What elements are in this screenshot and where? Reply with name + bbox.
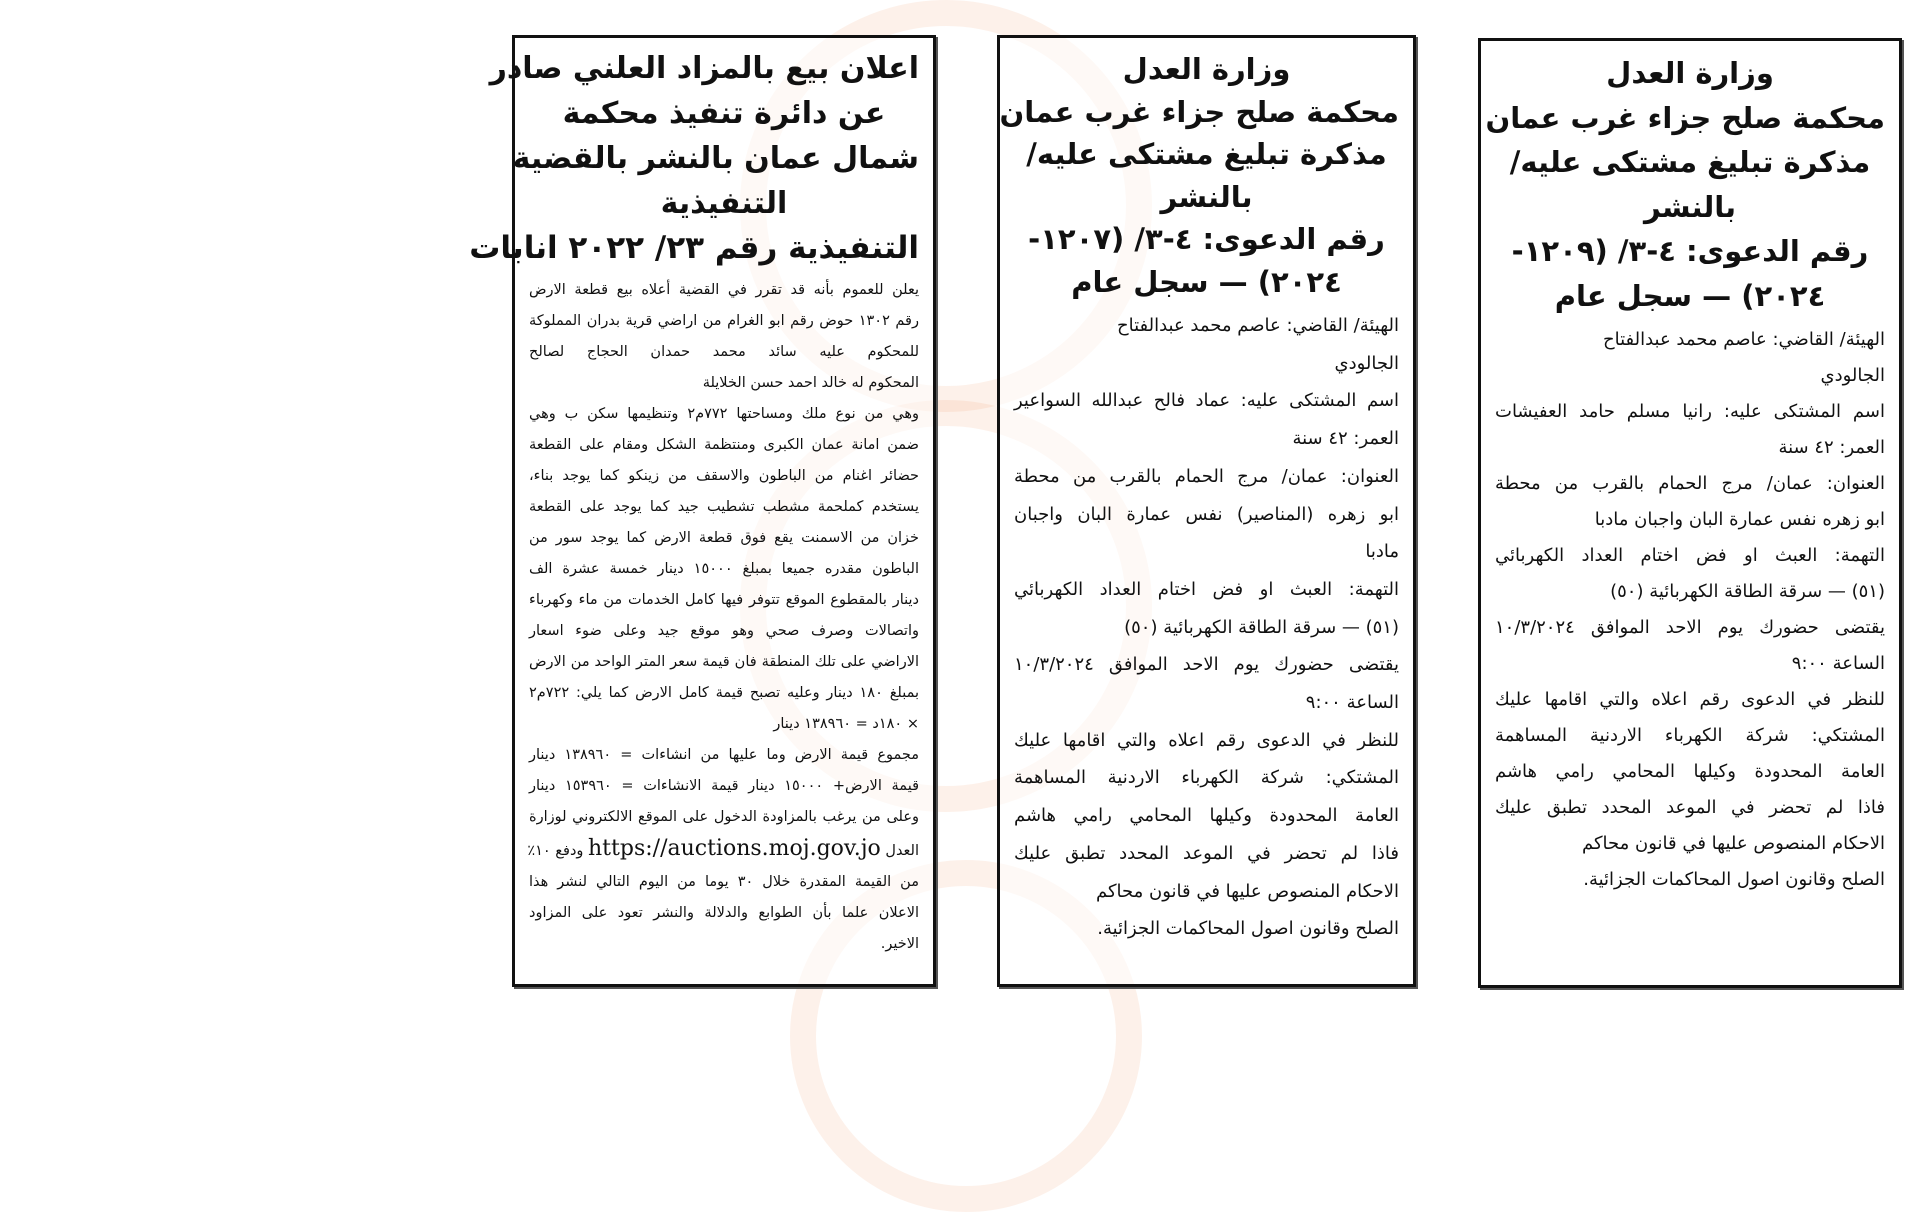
- notice-body-line: وهي من نوع ملك ومساحتها ٧٧٢م٢ وتنظيمها سكن ب وهي: [529, 406, 919, 422]
- notice-body-line: العمر: ٤٢ سنة: [1778, 437, 1885, 458]
- notice-body-line: × ١٨٠د = ١٣٨٩٦٠ دينار: [773, 716, 919, 732]
- notice-body: [1495, 322, 1885, 898]
- notice-title-line: وزارة العدل: [1606, 56, 1774, 90]
- notice-body-line: الاراضي على تلك المنطقة فان قيمة سعر المتر الواحد من الارض: [529, 654, 919, 670]
- notice-body-line: يعلن للعموم بأنه قد تقرر في القضية أعلاه بيع قطعة الارض: [529, 282, 919, 298]
- notice-title-line: عن دائرة تنفيذ محكمة: [562, 96, 886, 131]
- notice-title-line: محكمة صلح جزاء غرب عمان: [1485, 100, 1885, 135]
- court-notice-1207: [997, 35, 1416, 987]
- notice-title-line: مذكرة تبليغ مشتكى عليه/: [1026, 137, 1387, 171]
- court-notice-1209: [1478, 38, 1902, 988]
- notice-body-line: الاخير.: [880, 936, 919, 952]
- notice-body-line: الباطون مقدره جميعا بمبلغ ١٥٠٠٠ دينار خمسة عشرة الف: [529, 561, 919, 577]
- notice-body-line: العامة المحدودة وكيلها المحامي رامي هاشم: [1495, 761, 1885, 782]
- notice-body-line: العنوان: عمان/ مرج الحمام بالقرب من محطة: [1014, 465, 1399, 487]
- notice-title-line: مذكرة تبليغ مشتكى عليه/: [1509, 145, 1871, 179]
- notice-body-line: ابو زهره (المناصير) نفس عمارة البان واجبان: [1014, 503, 1399, 525]
- notice-body-line: دينار بالمقطوع الموقع تتوفر فيها كامل الخدمات من ماء وكهرباء: [529, 592, 919, 608]
- body-text: ودفع ١٠٪: [527, 843, 584, 859]
- notice-body-line: الهيئة/ القاضي: عاصم محمد عبدالفتاح: [1116, 315, 1399, 336]
- notice-body-line: الاعلان علما بأن الطوابع والدلالة والنشر تعود على المزاود: [529, 905, 919, 921]
- notice-body-line: واتصالات وصرف صحي وهو موقع جيد وعلى ضوء اسعار: [529, 623, 919, 639]
- notice-body-line: مادبا: [1365, 541, 1399, 563]
- notice-body-line: بمبلغ ١٨٠ دينار وعليه تصبح قيمة كامل الارض كما يلي: ٧٢٢م٢: [529, 685, 920, 701]
- notice-body-line: وعلى من يرغب بالمزاودة الدخول على الموقع الالكتروني لوزارة: [529, 809, 919, 825]
- notice-body-line: الجالودي: [1334, 352, 1399, 374]
- notice-body-line: اسم المشتكى عليه: عماد فالح عبدالله السواعير: [1014, 390, 1399, 412]
- notice-body-line: ابو زهره نفس عمارة البان واجبان مادبا: [1594, 509, 1885, 530]
- notice-title-line: التنفيذية: [660, 186, 788, 221]
- notice-body: [529, 275, 919, 960]
- notice-body-line: (٥١) — سرقة الطاقة الكهربائية (٥٠): [1610, 581, 1885, 602]
- notice-title-line: ٢٠٢٤) — سجل عام: [1554, 278, 1826, 313]
- notice-body-line: قيمة الارض+ ١٥٠٠٠ دينار قيمة الانشاءات = ١٥٣٩٦٠ دينار: [529, 778, 919, 794]
- notice-body-line: مجموع قيمة الارض وما عليها من انشاءات = ١٣٨٩٦٠ دينار: [529, 747, 919, 763]
- notice-body: [1014, 307, 1399, 948]
- notice-title-line: رقم الدعوى: ٤-٣/ (١٢٠٧-: [1028, 222, 1385, 256]
- notice-body-line: العنوان: عمان/ مرج الحمام بالقرب من محطة: [1495, 473, 1885, 494]
- auction-announcement: [469, 35, 936, 987]
- notice-body-line: المشتكي: شركة الكهرباء الاردنية المساهمة: [1014, 767, 1399, 789]
- notice-title-line: ٢٠٢٤) — سجل عام: [1071, 264, 1342, 299]
- notice-body-line: الجالودي: [1820, 365, 1885, 386]
- notice-body-line: العامة المحدودة وكيلها المحامي رامي هاشم: [1014, 805, 1399, 827]
- notice-body-line: للنظر في الدعوى رقم اعلاه والتي اقامها عليك: [1495, 689, 1885, 710]
- notice-title-line: وزارة العدل: [1122, 52, 1291, 86]
- notice-title-line: رقم الدعوى: ٤-٣/ (١٢٠٩-: [1511, 234, 1869, 268]
- notice-title-line: اعلان بيع بالمزاد العلني صادر: [489, 51, 919, 86]
- notice-body-line: (٥١) — سرقة الطاقة الكهربائية (٥٠): [1124, 616, 1399, 638]
- notice-body-line: العمر: ٤٢ سنة: [1292, 428, 1399, 450]
- notice-body-line: الاحكام المنصوص عليها في قانون محاكم: [1582, 833, 1885, 854]
- notice-body-line: يستخدم كملحمة مشطب تشطيب جيد كما يوجد على القطعة: [529, 499, 919, 515]
- notice-body-line: الصلح وقانون اصول المحاكمات الجزائية.: [1583, 869, 1885, 890]
- notice-body-line: رقم ١٣٠٢ حوض رقم ابو الغرام من اراضي قرية بدران المملوكة: [529, 313, 919, 329]
- notice-body-line: التهمة: العبث او فض اختام العداد الكهربائي: [1495, 545, 1885, 566]
- body-text: العدل: [885, 843, 919, 859]
- notice-body-line: المشتكي: شركة الكهرباء الاردنية المساهمة: [1495, 725, 1885, 746]
- notice-body-line: ضمن امانة عمان الكبرى ومنتظمة الشكل ومقام على القطعة: [529, 437, 919, 453]
- notice-body-line: حضائر اغنام من الباطون والاسقف من زينكو كما يوجد بناء،: [529, 468, 919, 484]
- notice-body-line: فاذا لم تحضر في الموعد المحدد تطبق عليك: [1014, 842, 1399, 864]
- notice-body-line: التهمة: العبث او فض اختام العداد الكهربائي: [1014, 578, 1399, 600]
- notice-body-line: يقتضى حضورك يوم الاحد الموافق ١٠/٣/٢٠٢٤: [1014, 654, 1399, 676]
- notice-title-line: محكمة صلح جزاء غرب عمان: [999, 94, 1399, 129]
- notice-body-line: الهيئة/ القاضي: عاصم محمد عبدالفتاح: [1602, 329, 1885, 350]
- notice-body-line: خزان من الاسمنت يقع فوق قطعة الارض كما يوجد سور من: [529, 530, 919, 546]
- notice-body-line: من القيمة المقدرة خلال ٣٠ يوما من اليوم التالي لنشر هذا: [529, 874, 919, 890]
- auction-website-link[interactable]: https://auctions.moj.gov.jo: [588, 836, 881, 861]
- notice-title-line: بالنشر: [1643, 189, 1737, 224]
- notice-body-line: للمحكوم عليه سائد محمد حمدان الحجاج لصالح: [529, 344, 919, 360]
- notice-body-line: المحكوم له خالد احمد حسن الخلايلة: [702, 375, 919, 391]
- notice-body-line: فاذا لم تحضر في الموعد المحدد تطبق عليك: [1495, 797, 1885, 818]
- notice-body-line: الاحكام المنصوص عليها في قانون محاكم: [1096, 880, 1399, 902]
- notice-title-line: شمال عمان بالنشر بالقضية: [512, 141, 919, 176]
- notice-body-line: الساعة ٩:٠٠: [1791, 653, 1885, 674]
- notice-body-line: الصلح وقانون اصول المحاكمات الجزائية.: [1097, 918, 1399, 940]
- notice-title-line: التنفيذية رقم ٢٣/ ٢٠٢٢ انابات: [469, 230, 919, 266]
- notice-body-line: اسم المشتكى عليه: رانيا مسلم حامد العفيشات: [1495, 401, 1885, 422]
- notice-body-line: [529, 833, 919, 867]
- notice-body-line: الساعة ٩:٠٠: [1305, 692, 1399, 714]
- notice-body-line: للنظر في الدعوى رقم اعلاه والتي اقامها عليك: [1014, 729, 1399, 751]
- notice-body-line: يقتضى حضورك يوم الاحد الموافق ١٠/٣/٢٠٢٤: [1495, 617, 1885, 638]
- notice-title-line: بالنشر: [1160, 179, 1253, 214]
